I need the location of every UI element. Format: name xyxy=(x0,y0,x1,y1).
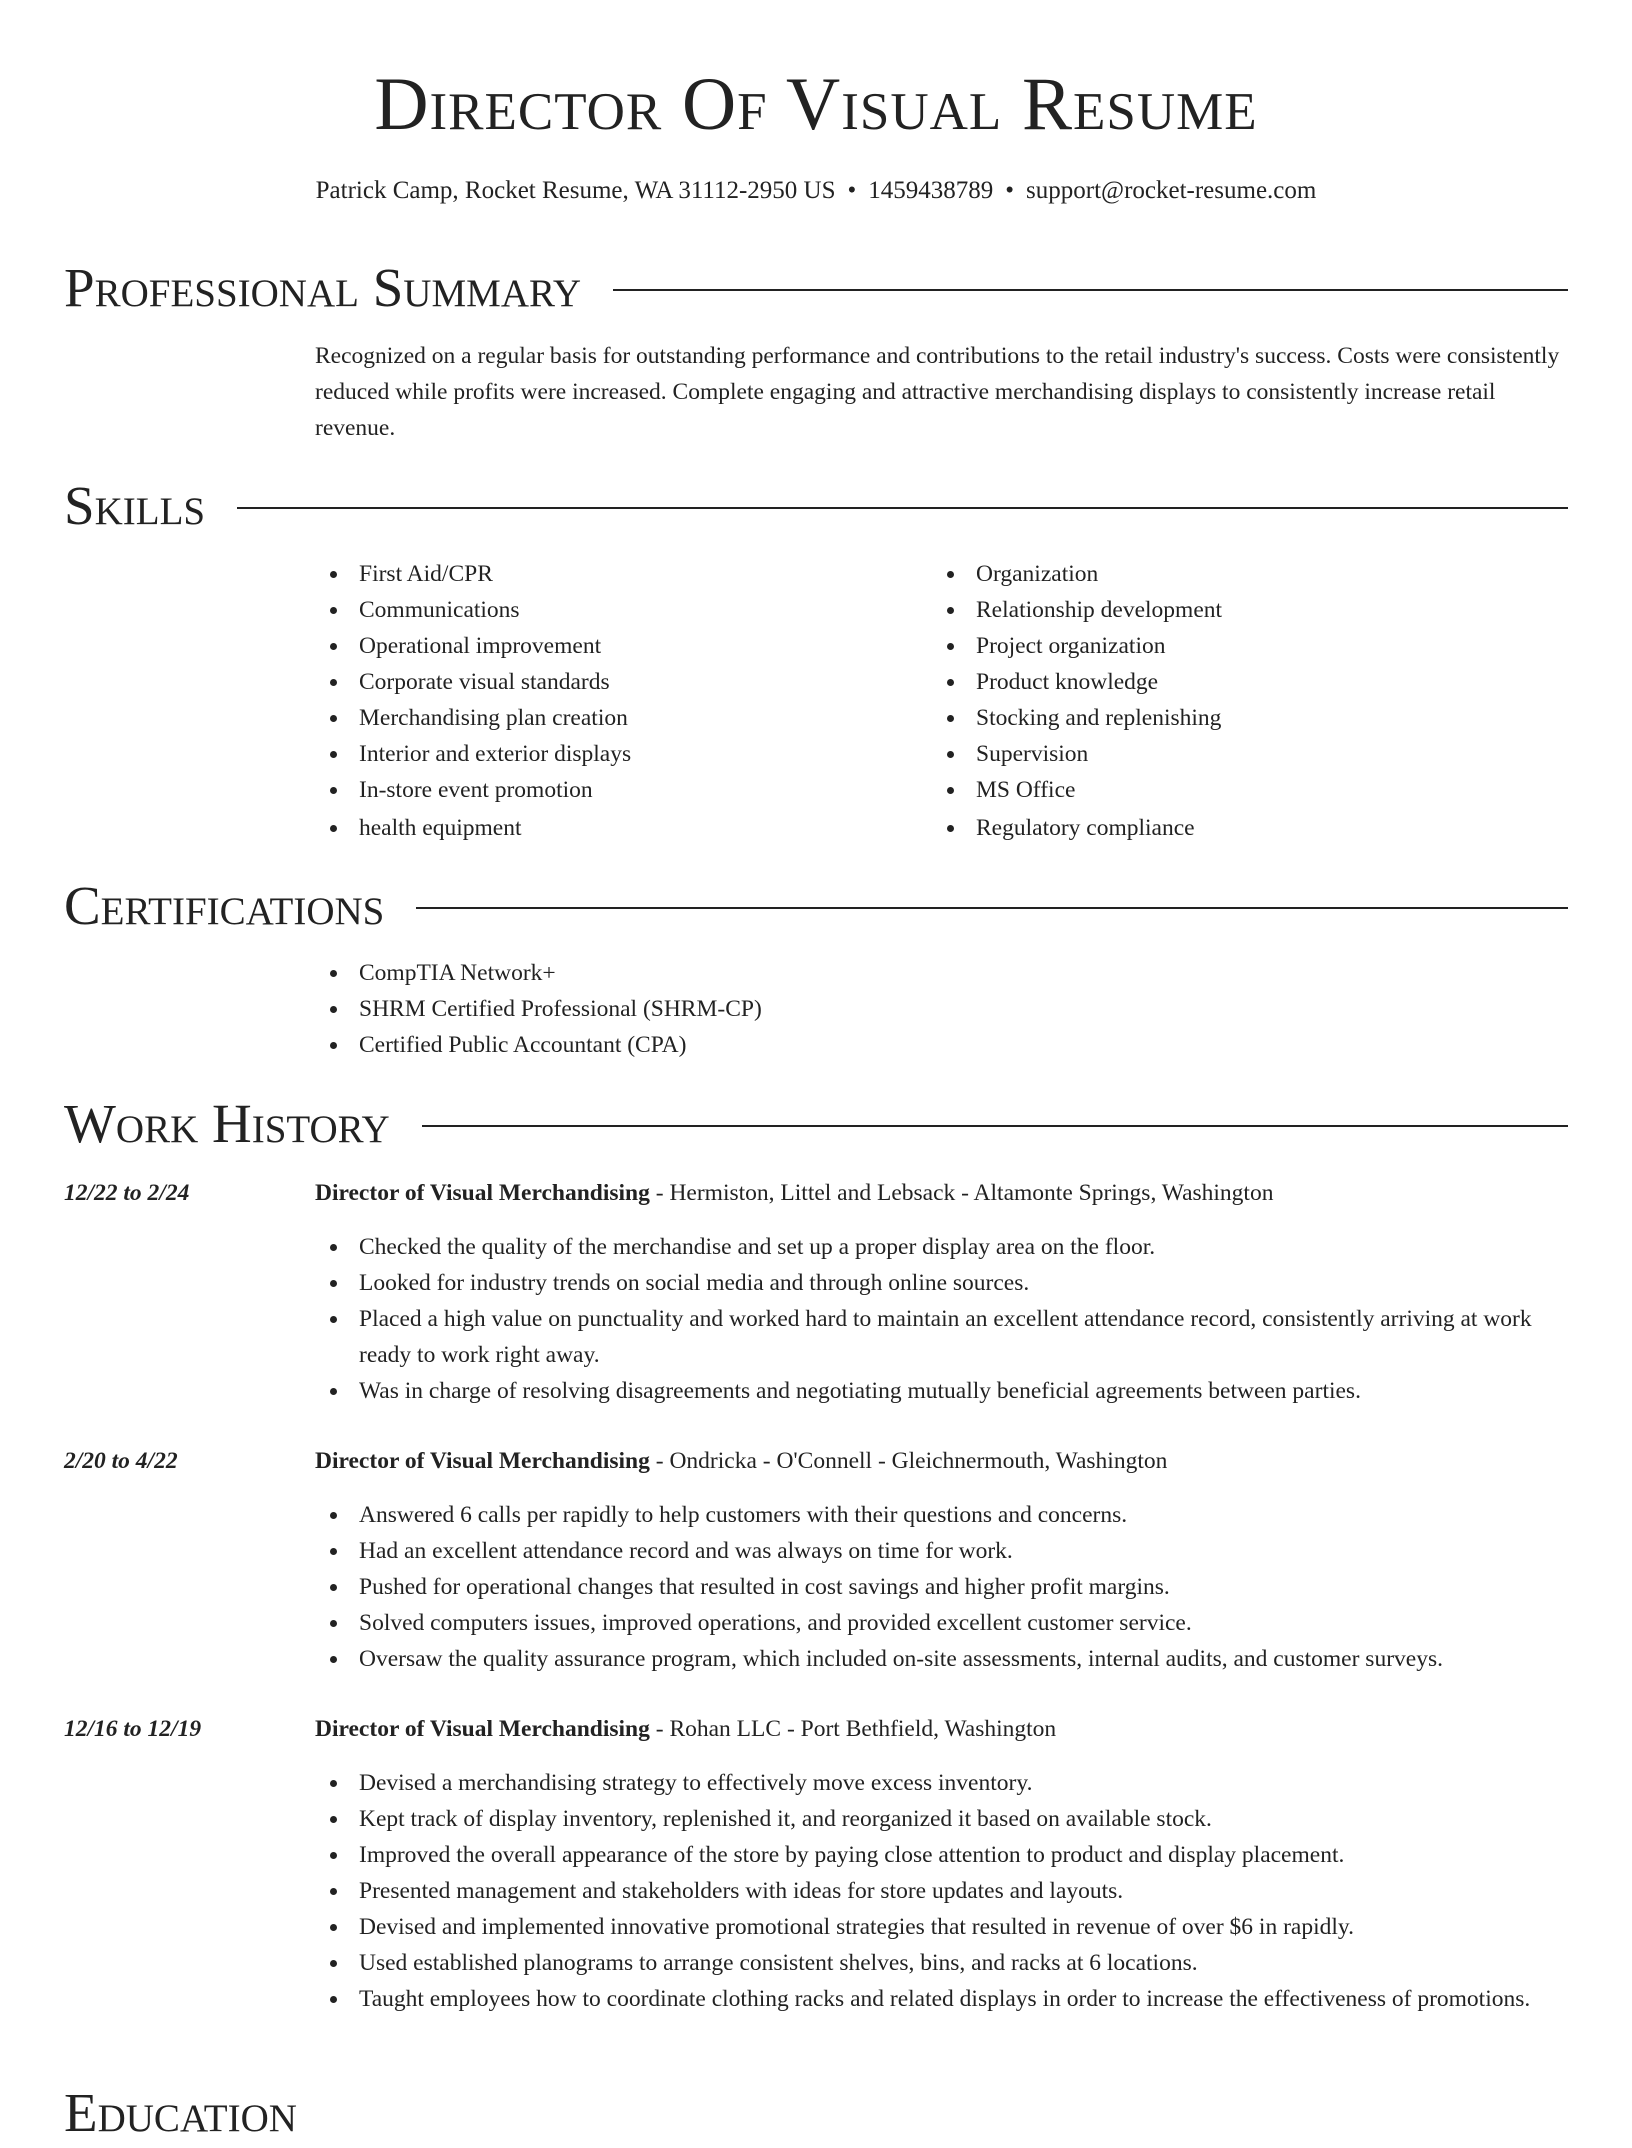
contact-separator: • xyxy=(847,177,857,204)
job-bullet: Oversaw the quality assurance program, which included on-site assessments, internal audits, and customer surveys. xyxy=(315,1641,1567,1677)
job-employer: - Ondricka - O'Connell - Gleichnermouth, Washington xyxy=(649,1448,1168,1474)
skills-list-left xyxy=(315,556,915,846)
skill-item: Operational improvement xyxy=(315,628,915,664)
resume-title: Director Of Visual Resume xyxy=(374,63,1258,146)
section-title: Certifications xyxy=(64,875,385,936)
job-bullets xyxy=(315,1229,1567,1409)
job-heading xyxy=(315,1175,1273,1211)
job-employer: - Hermiston, Littel and Lebsack - Altamonte Springs, Washington xyxy=(649,1180,1274,1206)
section-title: Education xyxy=(64,2082,297,2143)
skill-item: Corporate visual standards xyxy=(315,664,915,700)
certification-item: SHRM Certified Professional (SHRM-CP) xyxy=(315,991,1567,1027)
job-bullet: Taught employees how to coordinate clothing racks and related displays in order to increase the effectiveness of promotions. xyxy=(315,1981,1567,2017)
contact-email: support@rocket-resume.com xyxy=(1026,177,1317,204)
skill-item: In-store event promotion xyxy=(315,772,915,808)
section-divider xyxy=(416,907,1568,909)
contact-separator: • xyxy=(1005,177,1015,204)
skills-list-right xyxy=(932,556,1532,846)
skill-item: MS Office xyxy=(932,772,1532,808)
job-bullet: Pushed for operational changes that resulted in cost savings and higher profit margins. xyxy=(315,1569,1567,1605)
job-bullets xyxy=(315,1497,1567,1677)
job-bullet: Used established planograms to arrange consistent shelves, bins, and racks at 6 locations. xyxy=(315,1945,1567,1981)
skill-item: Supervision xyxy=(932,736,1532,772)
job-title: Director of Visual Merchandising xyxy=(315,1448,650,1474)
section-heading-work-history xyxy=(64,1089,1568,1159)
job-bullet: Improved the overall appearance of the store by paying close attention to product and display placement. xyxy=(315,1837,1567,1873)
skill-item: Regulatory compliance xyxy=(932,810,1532,846)
section-divider xyxy=(613,289,1568,291)
skill-item: Stocking and replenishing xyxy=(932,700,1532,736)
section-divider xyxy=(237,507,1568,509)
section-divider xyxy=(422,1125,1568,1127)
job-bullet: Looked for industry trends on social media and through online sources. xyxy=(315,1265,1567,1301)
job-bullet: Devised and implemented innovative promotional strategies that resulted in revenue of over $6 in rapidly. xyxy=(315,1909,1567,1945)
job-bullet: Placed a high value on punctuality and worked hard to maintain an excellent attendance record, consistently arriving at work ready to work right away. xyxy=(315,1301,1567,1373)
job-employer: - Rohan LLC - Port Bethfield, Washington xyxy=(649,1716,1057,1742)
skill-item: Product knowledge xyxy=(932,664,1532,700)
job-bullet: Answered 6 calls per rapidly to help customers with their questions and concerns. xyxy=(315,1497,1567,1533)
skill-item: Project organization xyxy=(932,628,1532,664)
skill-item: Organization xyxy=(932,556,1532,592)
contact-phone: 1459438789 xyxy=(868,177,994,204)
certification-item: CompTIA Network+ xyxy=(315,955,1567,991)
job-heading xyxy=(315,1443,1167,1479)
summary-text: Recognized on a regular basis for outstanding performance and contributions to the retail industry's success. Costs were consistently reduced while profits were increased. Complete engaging and attractive merchandising displays to consistently increase retail revenue. xyxy=(315,343,1560,441)
job-bullet: Presented management and stakeholders with ideas for store updates and layouts. xyxy=(315,1873,1567,1909)
contact-line xyxy=(0,175,1632,207)
contact-address: Patrick Camp, Rocket Resume, WA 31112-2950 US xyxy=(315,177,836,204)
job-bullet: Had an excellent attendance record and was always on time for work. xyxy=(315,1533,1567,1569)
section-heading-certifications xyxy=(64,871,1568,941)
job-bullet: Checked the quality of the merchandise and set up a proper display area on the floor. xyxy=(315,1229,1567,1265)
job-dates: 12/22 to 2/24 xyxy=(64,1180,190,1206)
skill-item: health equipment xyxy=(315,810,915,846)
job-bullet: Kept track of display inventory, replenished it, and reorganized it based on available stock. xyxy=(315,1801,1567,1837)
job-heading xyxy=(315,1711,1056,1747)
skill-item: Communications xyxy=(315,592,915,628)
certification-item: Certified Public Accountant (CPA) xyxy=(315,1027,1567,1063)
job-dates: 2/20 to 4/22 xyxy=(64,1448,178,1474)
job-title: Director of Visual Merchandising xyxy=(315,1716,650,1742)
section-heading-summary xyxy=(64,253,1568,323)
section-title: Work History xyxy=(64,1093,390,1154)
section-heading-skills xyxy=(64,471,1568,541)
job-title: Director of Visual Merchandising xyxy=(315,1180,650,1206)
job-bullets xyxy=(315,1765,1567,2017)
skill-item: Merchandising plan creation xyxy=(315,700,915,736)
skill-item: Relationship development xyxy=(932,592,1532,628)
skill-item: Interior and exterior displays xyxy=(315,736,915,772)
job-dates: 12/16 to 12/19 xyxy=(64,1716,202,1742)
certifications-list xyxy=(315,955,1567,1063)
job-bullet: Was in charge of resolving disagreements and negotiating mutually beneficial agreements between parties. xyxy=(315,1373,1567,1409)
skill-item: First Aid/CPR xyxy=(315,556,915,592)
job-bullet: Solved computers issues, improved operations, and provided excellent customer service. xyxy=(315,1605,1567,1641)
job-bullet: Devised a merchandising strategy to effectively move excess inventory. xyxy=(315,1765,1567,1801)
section-heading-education xyxy=(64,2078,1568,2148)
section-title: Skills xyxy=(64,475,206,536)
section-title: Professional Summary xyxy=(64,257,582,318)
